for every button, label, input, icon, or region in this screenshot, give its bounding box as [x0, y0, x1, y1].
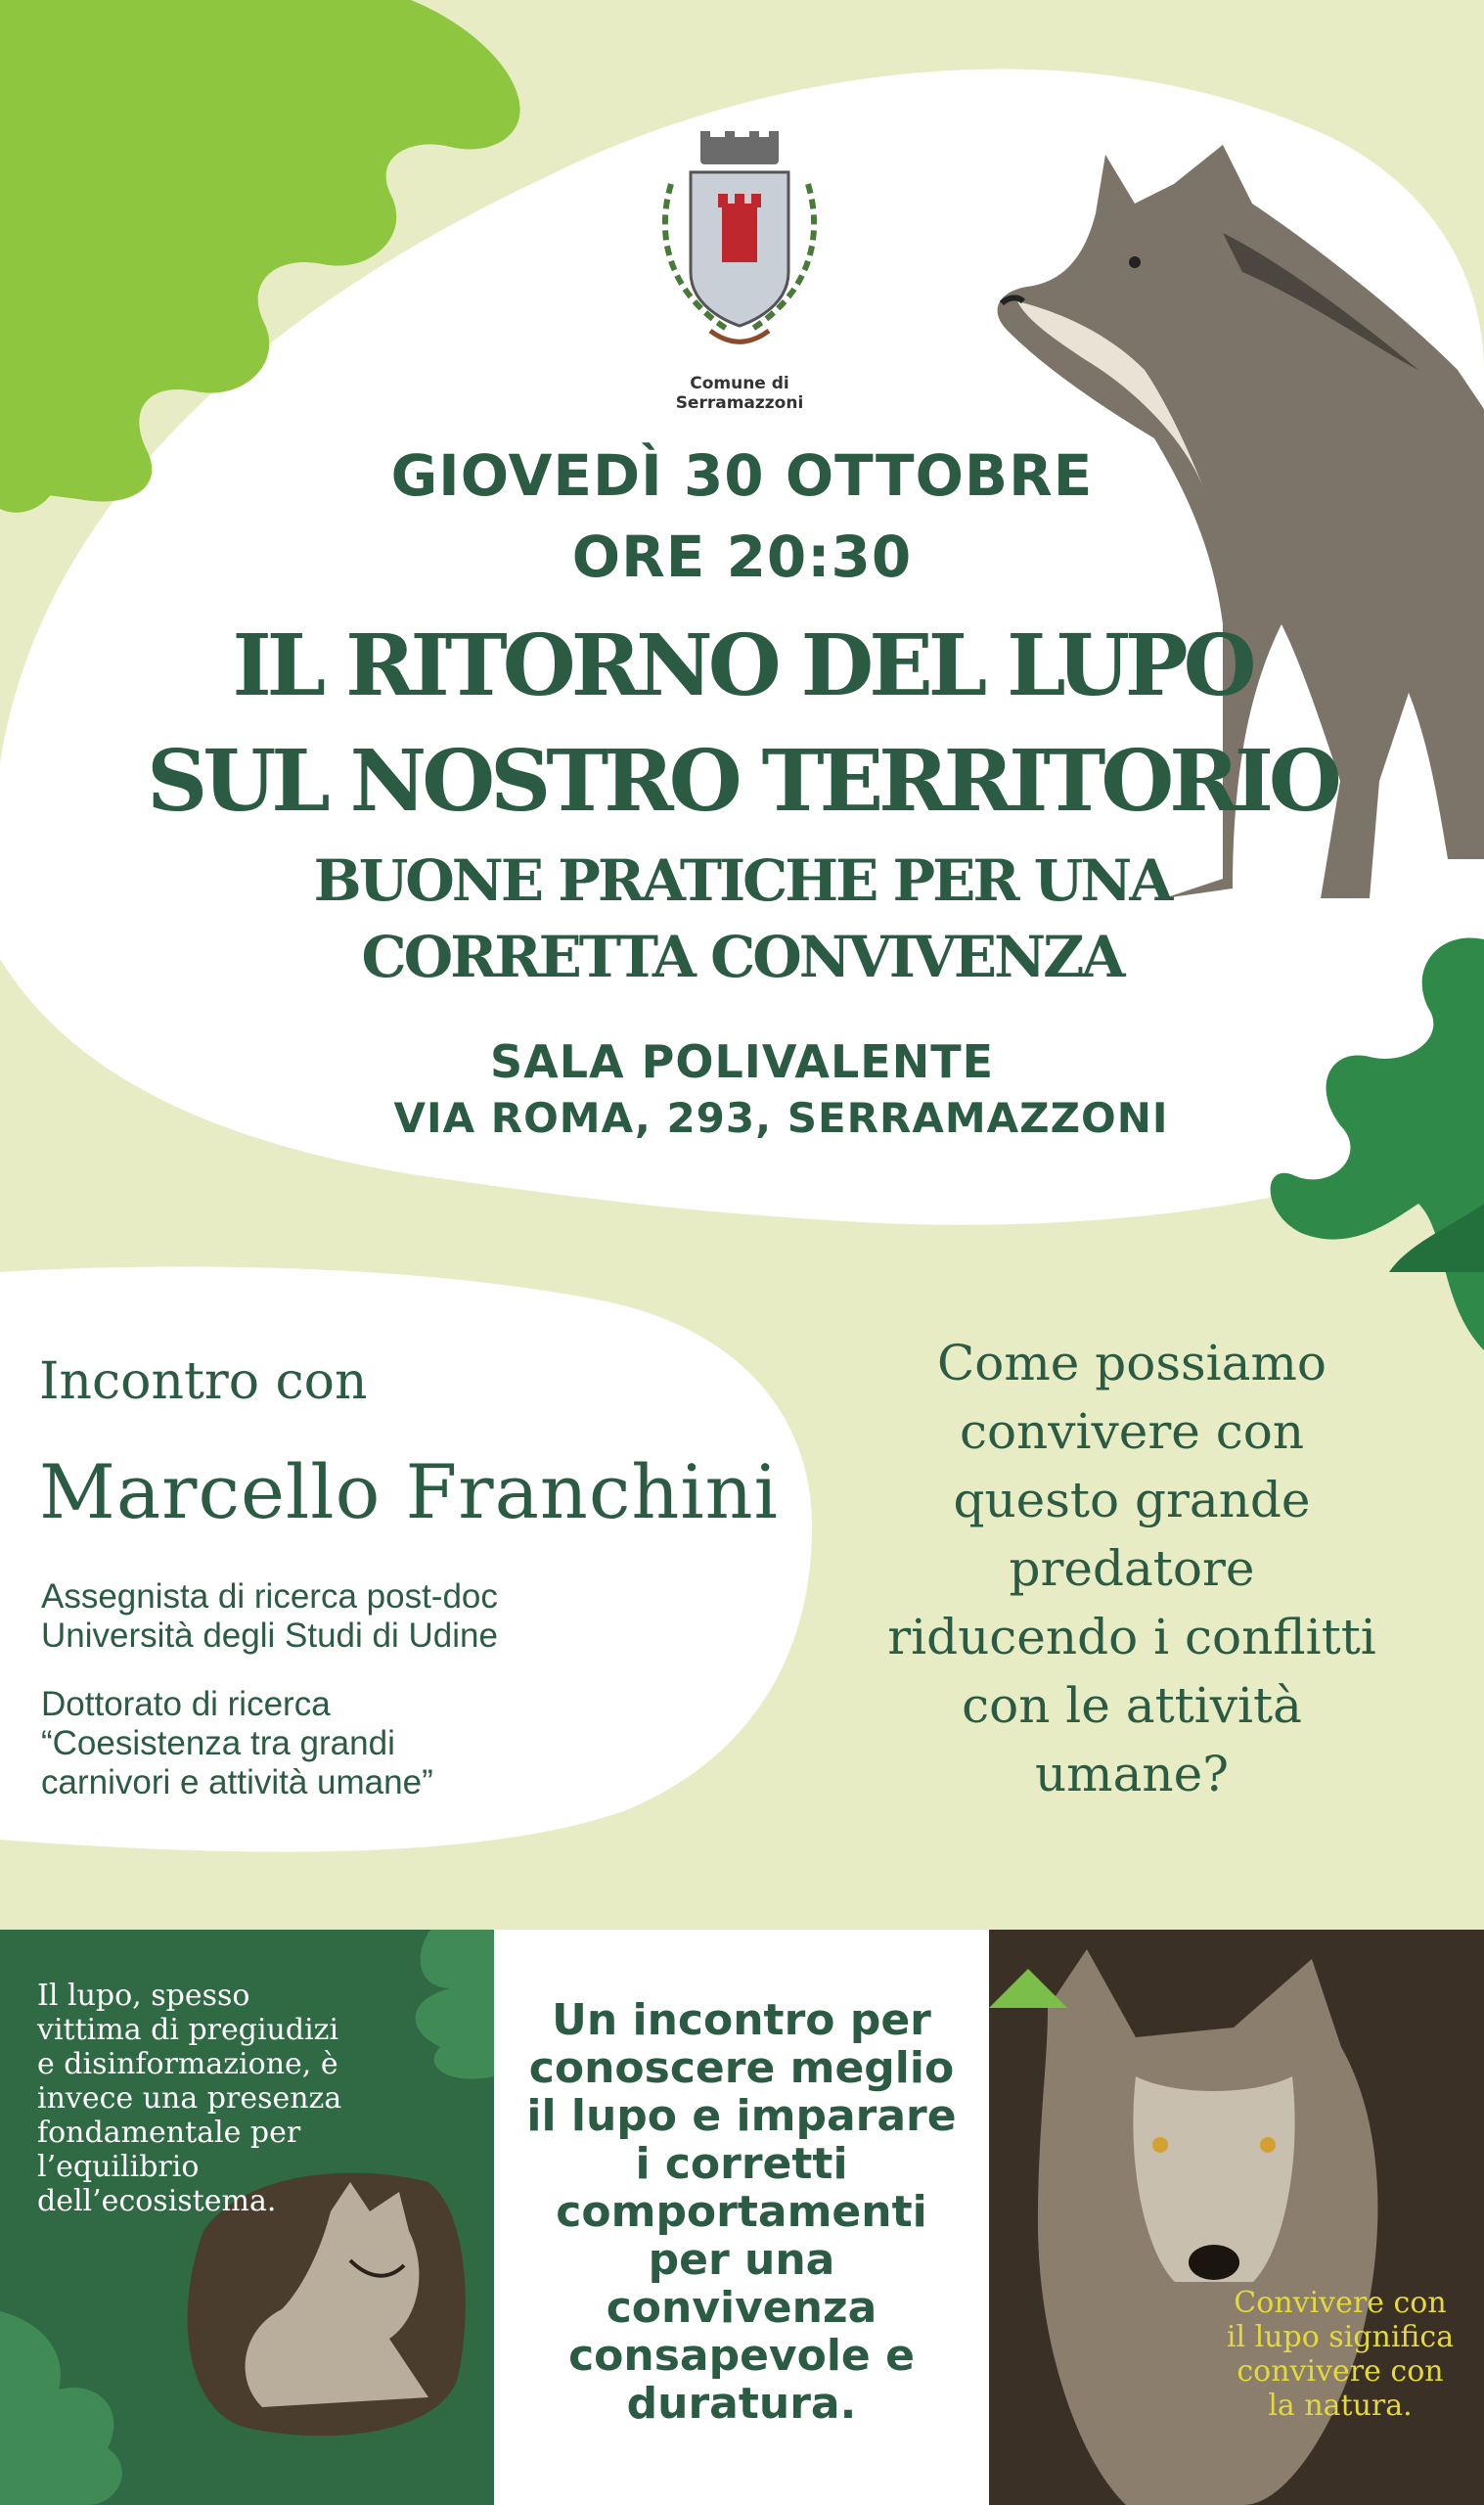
middle-panel-line: consapevole e [568, 2331, 915, 2381]
middle-panel-line: convivenza [606, 2283, 877, 2333]
logo-caption-line: Serramazzoni [675, 393, 804, 413]
event-title-line: SUL NOSTRO TERRITORIO [147, 732, 1337, 831]
middle-panel-line: duratura. [626, 2379, 857, 2429]
speaker-phd: carnivori e attività umane” [41, 1763, 433, 1801]
question-line: questo grande [953, 1472, 1311, 1528]
event-date: GIOVEDÌ 30 OTTOBRE [390, 442, 1094, 509]
left-panel-line: dell’ecosistema. [37, 2184, 277, 2218]
left-panel-line: fondamentale per [37, 2116, 301, 2150]
speaker-name: Marcello Franchini [39, 1448, 779, 1535]
right-panel-line: Convivere con [1234, 2286, 1447, 2320]
logo-caption-line: Comune di [690, 374, 789, 393]
event-time: ORE 20:30 [571, 524, 913, 590]
middle-panel-line: conoscere meglio [528, 2043, 955, 2093]
event-title-line: IL RITORNO DEL LUPO [232, 616, 1252, 715]
right-panel-line: la natura. [1268, 2389, 1413, 2423]
question-line: umane? [1034, 1746, 1230, 1802]
middle-panel-line: comportamenti [556, 2187, 927, 2237]
left-panel-line: Il lupo, spesso [37, 1979, 250, 2013]
event-subtitle-line: BUONE PRATICHE PER UNA [313, 847, 1171, 914]
venue-address: VIA ROMA, 293, SERRAMAZZONI [393, 1094, 1169, 1142]
middle-panel-line: il lupo e imparare [526, 2091, 957, 2141]
event-subtitle-line: CORRETTA CONVIVENZA [361, 924, 1123, 990]
left-panel-line: vittima di pregiudizi [37, 2013, 339, 2047]
speaker-role: Università degli Studi di Udine [41, 1617, 498, 1655]
right-panel-line: il lupo significa [1226, 2320, 1455, 2354]
venue-name: SALA POLIVALENTE [489, 1035, 994, 1088]
question-line: Come possiamo [937, 1335, 1327, 1391]
right-panel-line: convivere con [1237, 2354, 1444, 2389]
middle-panel-text [494, 1996, 989, 2428]
logo-caption [642, 374, 837, 413]
left-panel-line: l’equilibrio [37, 2150, 200, 2184]
left-panel-line: e disinformazione, è [37, 2047, 338, 2081]
right-panel-text [1193, 2286, 1484, 2423]
question-line: riducendo i conflitti [887, 1609, 1376, 1665]
question-line: predatore [1009, 1540, 1255, 1597]
leaf-icon [391, 1930, 494, 2086]
speaker-phd: “Coesistenza tra grandi [41, 1724, 395, 1762]
question-line: convivere con [959, 1403, 1305, 1460]
left-panel-text [37, 1979, 341, 2218]
speaker-role: Assegnista di ricerca post-doc [41, 1577, 498, 1616]
coat-of-arms-icon [642, 125, 837, 360]
meeting-intro: Incontro con [39, 1352, 368, 1411]
question-line: con le attività [962, 1677, 1302, 1734]
leaf-icon [0, 2311, 137, 2505]
left-panel-line: invece una presenza [37, 2081, 342, 2116]
middle-panel-line: i corretti [635, 2139, 848, 2189]
middle-panel-line: Un incontro per [552, 1995, 931, 2045]
middle-panel-line: per una [648, 2235, 835, 2285]
question-block [843, 1329, 1420, 1808]
speaker-phd: Dottorato di ricerca [41, 1685, 331, 1723]
